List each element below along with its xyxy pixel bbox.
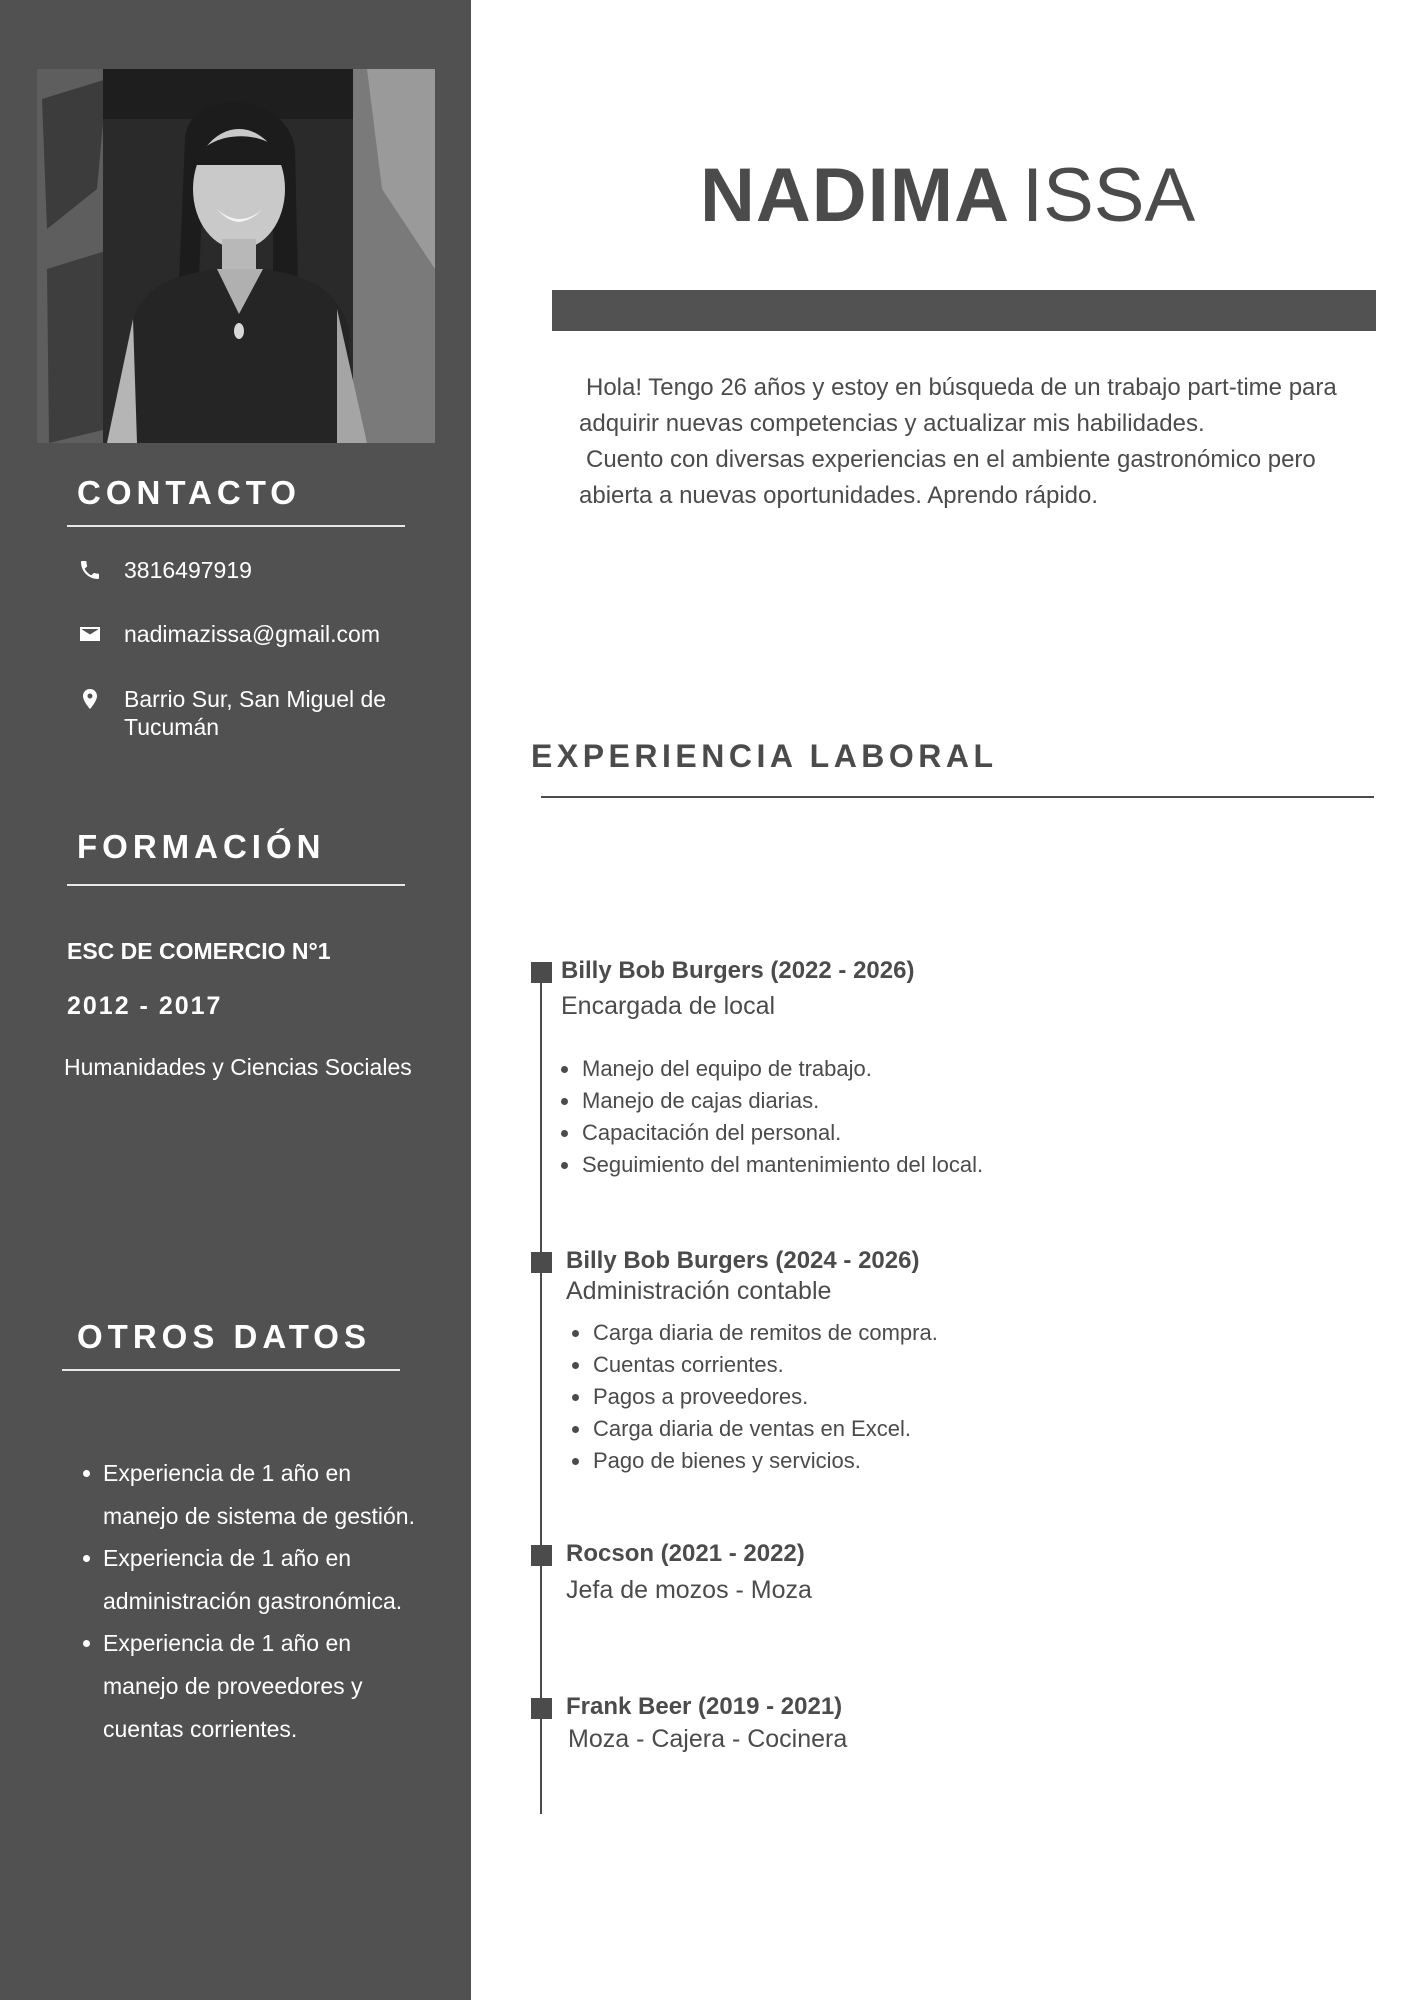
job-task: Manejo de cajas diarias. (559, 1085, 983, 1117)
experience-heading: EXPERIENCIA LABORAL (531, 738, 998, 774)
job-task: Carga diaria de ventas en Excel. (570, 1413, 938, 1445)
job-title: Rocson (2021 - 2022) (566, 1540, 805, 1567)
contact-heading-rule (67, 525, 405, 527)
job-task: Capacitación del personal. (559, 1117, 983, 1149)
other-heading: OTROS DATOS (77, 1318, 371, 1355)
timeline-marker (531, 1698, 552, 1719)
other-item: Experiencia de 1 año en administración gastronómica. (82, 1537, 432, 1622)
contact-address (76, 685, 386, 741)
timeline-marker (531, 1545, 552, 1566)
job-role: Encargada de local (561, 992, 776, 1020)
other-heading-rule (62, 1369, 400, 1371)
full-name (700, 152, 1195, 239)
phone-icon (76, 556, 104, 584)
contact-email (76, 620, 380, 648)
last-name: ISSA (1021, 153, 1196, 238)
job-task: Manejo del equipo de trabajo. (559, 1053, 983, 1085)
sidebar (0, 0, 471, 2000)
intro-summary (579, 370, 1369, 514)
profile-photo-image (37, 69, 435, 443)
timeline-marker (531, 1252, 552, 1273)
job-task: Cuentas corrientes. (570, 1349, 938, 1381)
job-task: Seguimiento del mantenimiento del local. (559, 1149, 983, 1181)
job-role: Jefa de mozos - Moza (566, 1576, 812, 1604)
job-title: Billy Bob Burgers (2022 - 2026) (561, 957, 915, 984)
experience-heading-rule (541, 796, 1374, 798)
job-task: Pagos a proveedores. (570, 1381, 938, 1413)
first-name: NADIMA (700, 153, 1010, 238)
job-task-list (559, 1053, 983, 1181)
job-task-list (570, 1317, 938, 1477)
mail-icon (76, 620, 104, 648)
other-list (82, 1452, 432, 1750)
education-school: ESC DE COMERCIO N°1 (67, 938, 331, 964)
intro-paragraph: Cuento con diversas experiencias en el ambiente gastronómico pero abierta a nuevas oportunidades. Aprendo rápido. (579, 446, 1316, 509)
profile-photo (37, 69, 435, 443)
contact-phone (76, 556, 252, 584)
other-item: Experiencia de 1 año en manejo de sistema de gestión. (82, 1452, 432, 1537)
job-role: Moza - Cajera - Cocinera (568, 1725, 848, 1753)
email-address[interactable]: nadimazissa@gmail.com (124, 621, 380, 647)
education-years: 2012 - 2017 (67, 992, 223, 1020)
name-underline-bar (552, 290, 1376, 331)
location-pin-icon (76, 685, 104, 713)
job-title: Frank Beer (2019 - 2021) (566, 1693, 843, 1720)
intro-paragraph: Hola! Tengo 26 años y estoy en búsqueda de un trabajo part-time para adquirir nuevas competencias y actualizar mis habilidades. (579, 374, 1337, 437)
address-line-2: Tucumán (124, 714, 220, 740)
timeline-line (540, 962, 542, 1814)
job-title: Billy Bob Burgers (2024 - 2026) (566, 1247, 920, 1274)
job-role: Administración contable (566, 1277, 832, 1305)
address-text (124, 685, 386, 741)
education-heading: FORMACIÓN (77, 828, 326, 865)
job-task: Pago de bienes y servicios. (570, 1445, 938, 1477)
contact-heading: CONTACTO (77, 474, 301, 511)
phone-number[interactable]: 3816497919 (124, 557, 252, 583)
address-line-1: Barrio Sur, San Miguel de (124, 686, 387, 712)
timeline-marker (531, 962, 552, 983)
other-item: Experiencia de 1 año en manejo de proveedores y cuentas corrientes. (82, 1622, 432, 1750)
education-field: Humanidades y Ciencias Sociales (64, 1054, 412, 1080)
education-heading-rule (67, 884, 405, 886)
job-task: Carga diaria de remitos de compra. (570, 1317, 938, 1349)
